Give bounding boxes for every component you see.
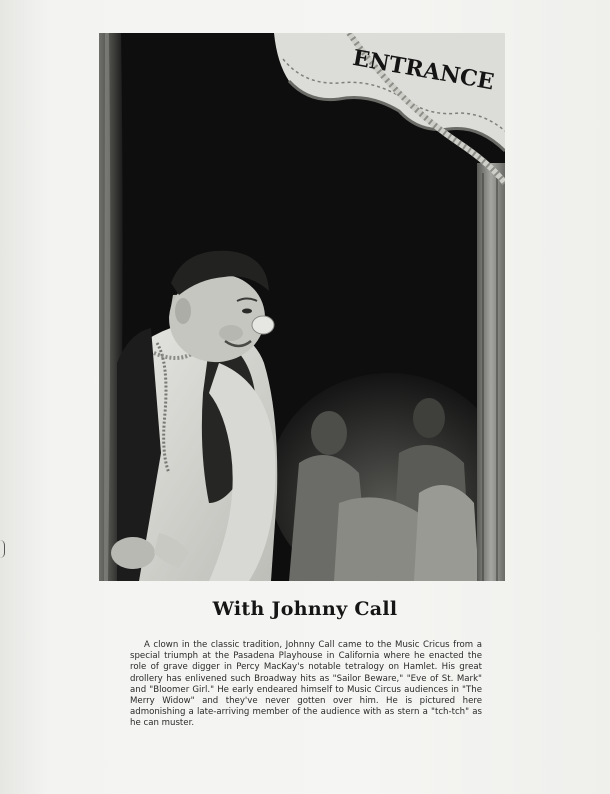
caption-title: With Johnny Call xyxy=(212,598,398,620)
tent-post xyxy=(477,163,505,581)
photograph xyxy=(99,33,505,581)
binding-edge-mark xyxy=(0,540,5,558)
sign-text: ENTRANCE xyxy=(350,44,497,96)
photo-illustration xyxy=(99,33,505,581)
caption-body: A clown in the classic tradition, Johnny Call came to the Music Cricus from a special triumph at the Pasadena Playhouse in California where he enacted the role of grave digger in Percy MacKay's notable tetralogy on Hamlet. His great drollery has enlivened such Broadway hits as "Sailor Beware," "Eve of St. Mark" and "Bloomer Girl." He early endeared himself to Music Circus audiences in "The Merry Widow" and they've never gotten over him. He is pictured here admonishing a late-arriving member of the audience with as stern a "tch-tch" as he can muster. xyxy=(130,640,482,729)
